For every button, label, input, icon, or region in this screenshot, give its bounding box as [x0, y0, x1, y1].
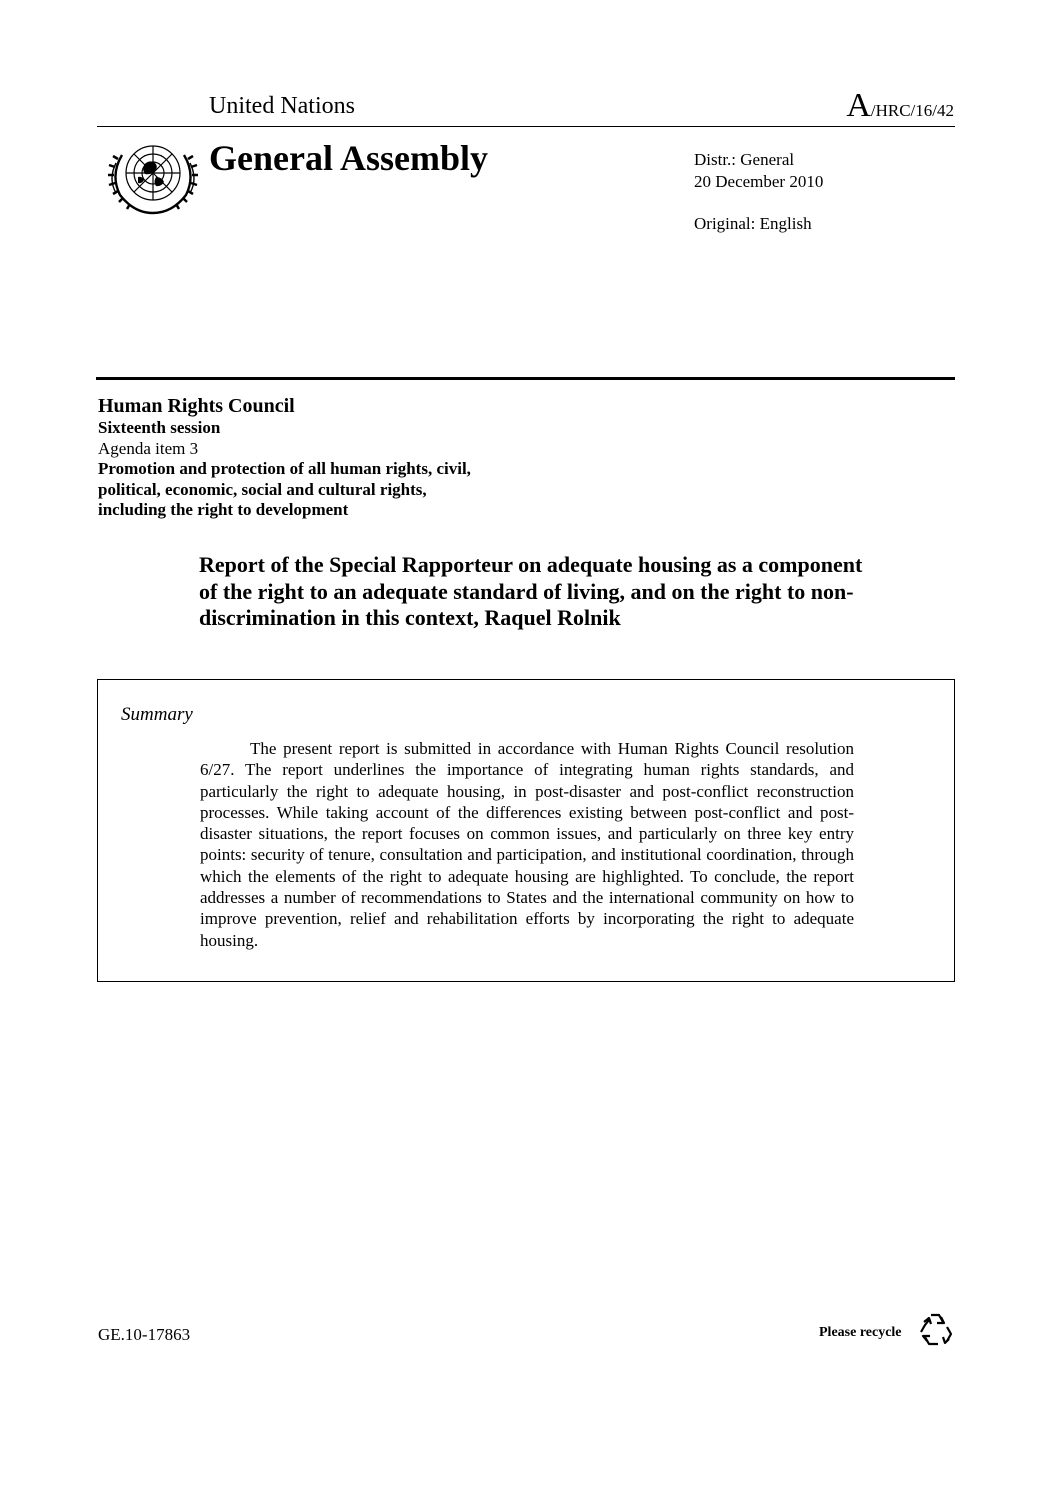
organ-title: General Assembly — [209, 138, 488, 178]
document-symbol — [846, 89, 954, 129]
un-emblem-icon — [104, 137, 202, 217]
council-block — [98, 394, 471, 521]
section-rule — [96, 377, 955, 380]
summary-heading: Summary — [121, 704, 193, 725]
council-name: Human Rights Council — [98, 395, 295, 417]
document-number: GE.10-17863 — [98, 1325, 191, 1344]
agenda-item: Agenda item 3 — [98, 438, 199, 458]
distribution-type: Distr.: General — [694, 150, 795, 169]
original-language: Original: English — [694, 214, 812, 233]
summary-text: The present report is submitted in accordance with Human Rights Council resolution 6/27. The report underlines the importance of integrating human rights standards, and particularly the right to adequate housing, in post-disaster and post-conflict reconstruction processes. While taking account of the differences existing between post-conflict and post-disaster situations, the report focuses on common issues, and particularly on three key entry points: security of tenure, consultation and participation, and institutional coordination, through which the elements of the right to adequate housing are highlighted. To conclude, the report addresses a number of recommendations to States and the international community on how to improve prevention, relief and rehabilitation efforts by incorporating the right to adequate housing. — [200, 739, 854, 950]
symbol-prefix: A — [846, 87, 871, 124]
symbol-number: /HRC/16/42 — [870, 101, 954, 120]
report-title: Report of the Special Rapporteur on adequate housing as a component of the right to an adequate standard of living, and on the right to non-discrimination in this context, Raquel Rolnik — [199, 552, 863, 630]
header-rule — [97, 126, 955, 127]
distribution-date: 20 December 2010 — [694, 172, 824, 191]
agenda-title-line-1: Promotion and protection of all human rights, civil, — [98, 459, 471, 478]
agenda-title-line-3: including the right to development — [98, 500, 349, 519]
recycle-text: Please recycle — [819, 1325, 902, 1340]
organization-name: United Nations — [209, 93, 355, 119]
distribution-block — [694, 149, 823, 235]
summary-box — [97, 679, 955, 982]
recycle-icon — [918, 1311, 952, 1347]
session-name: Sixteenth session — [98, 418, 221, 437]
recycle-logo — [818, 1311, 952, 1347]
agenda-title-line-2: political, economic, social and cultural rights, — [98, 479, 427, 499]
